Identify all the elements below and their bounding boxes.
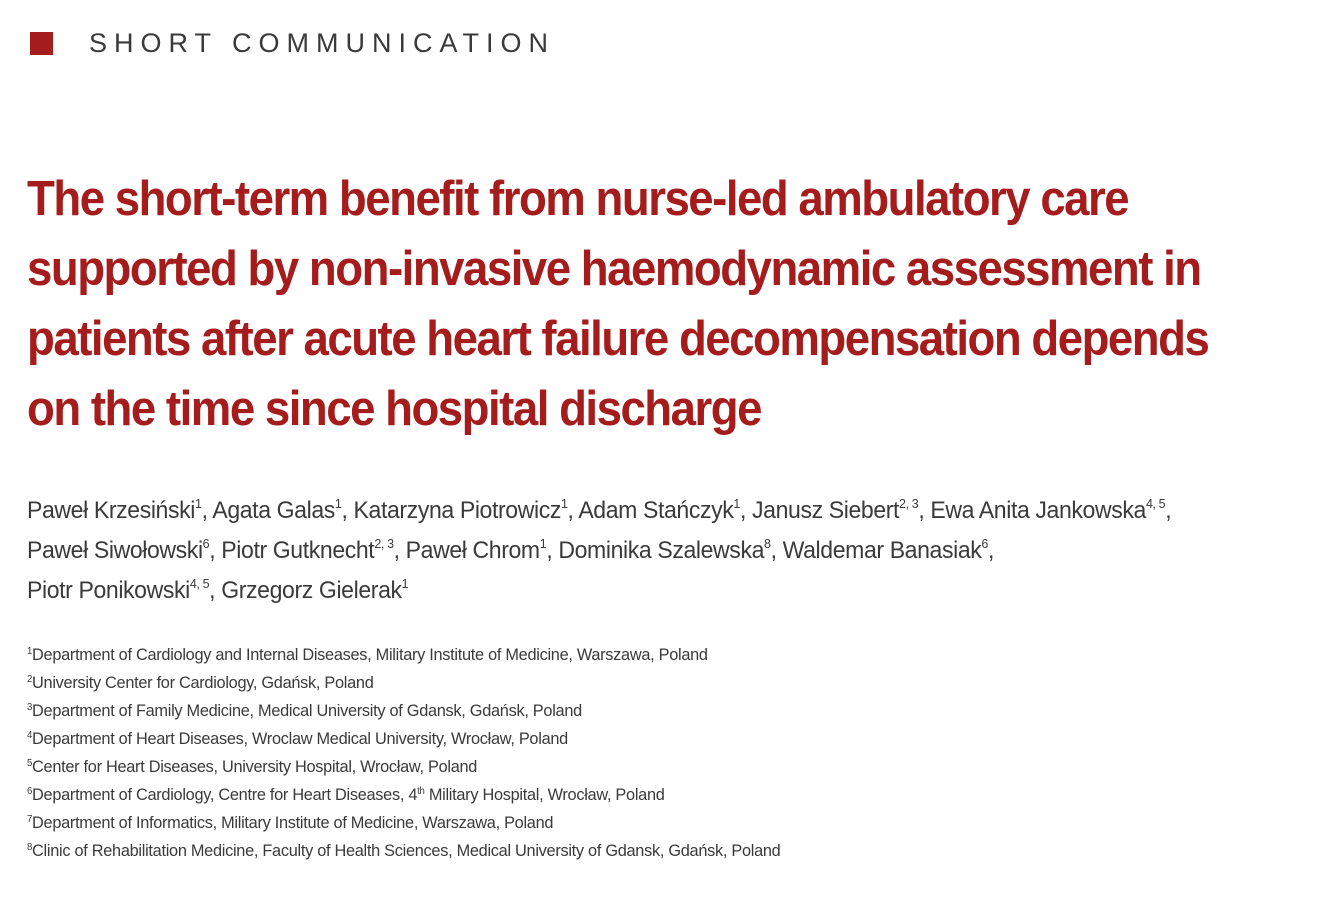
- affiliation-list: [27, 641, 1179, 865]
- author-affiliation-ref: 1: [401, 576, 409, 591]
- affiliation-text: Department of Cardiology, Centre for Heart Diseases, 4: [32, 785, 418, 804]
- author-line: [27, 537, 994, 564]
- affiliation-item: [27, 809, 1179, 837]
- author-separator: ,: [1165, 497, 1172, 524]
- affiliation-item: [27, 837, 1179, 865]
- author-separator: ,: [918, 497, 931, 524]
- affiliation-number: 4: [27, 730, 33, 741]
- author-affiliation-ref: 1: [334, 496, 342, 511]
- author: [221, 537, 405, 564]
- affiliation-text: Department of Informatics, Military Institute of Medicine, Warszawa, Poland: [32, 813, 554, 832]
- affiliation-number: 1: [27, 646, 33, 657]
- author-separator: ,: [770, 537, 783, 564]
- author: [221, 577, 408, 604]
- affiliation-text: University Center for Cardiology, Gdańsk, Poland: [32, 673, 374, 692]
- author: [406, 537, 559, 564]
- author: [930, 497, 1171, 524]
- author: [578, 497, 752, 524]
- author-name: Janusz Siebert: [752, 497, 900, 524]
- author-separator: ,: [209, 537, 222, 564]
- affiliation-text: Department of Heart Diseases, Wroclaw Medical University, Wrocław, Poland: [32, 729, 568, 748]
- author-name: Katarzyna Piotrowicz: [353, 497, 561, 524]
- author-name: Dominika Szalewska: [558, 537, 765, 564]
- author-affiliation-ref: 4, 5: [1145, 496, 1166, 511]
- author-name: Grzegorz Gielerak: [221, 577, 402, 604]
- author-line: [27, 497, 1171, 524]
- author-name: Piotr Ponikowski: [27, 577, 190, 604]
- author: [558, 537, 782, 564]
- affiliation-number: 2: [27, 674, 33, 685]
- author: [783, 537, 994, 564]
- affiliation-number: 6: [27, 786, 33, 797]
- author-separator: ,: [341, 497, 354, 524]
- affiliation-item: [27, 641, 1179, 669]
- section-marker-square: [30, 32, 53, 55]
- author-name: Waldemar Banasiak: [782, 537, 982, 564]
- author-name: Paweł Chrom: [405, 537, 540, 564]
- author-name: Paweł Siwołowski: [27, 537, 203, 564]
- author-affiliation-ref: 6: [981, 536, 988, 551]
- author-affiliation-ref: 1: [733, 496, 740, 511]
- author-name: Agata Galas: [212, 497, 335, 524]
- author-separator: ,: [201, 497, 213, 524]
- affiliation-item: [27, 781, 1179, 809]
- ordinal-suffix: th: [417, 786, 425, 797]
- author-affiliation-ref: 2, 3: [899, 496, 919, 511]
- author-affiliation-ref: 1: [195, 496, 202, 511]
- author-affiliation-ref: 6: [202, 536, 210, 551]
- author-separator: ,: [393, 537, 406, 564]
- author: [212, 497, 353, 524]
- author-separator: ,: [987, 537, 995, 564]
- affiliation-number: 8: [27, 842, 33, 853]
- author: [752, 497, 930, 524]
- section-label: SHORT COMMUNICATION: [89, 28, 556, 58]
- affiliation-text: Department of Cardiology and Internal Diseases, Military Institute of Medicine, Warszawa, Poland: [32, 645, 708, 664]
- author-affiliation-ref: 1: [539, 536, 547, 551]
- author-affiliation-ref: 8: [764, 536, 771, 551]
- author-name: Ewa Anita Jankowska: [930, 497, 1146, 524]
- affiliation-item: [27, 697, 1179, 725]
- author-separator: ,: [739, 497, 753, 524]
- affiliation-item: [27, 753, 1179, 781]
- affiliation-number: 7: [27, 814, 33, 825]
- author-name: Piotr Gutknecht: [221, 537, 375, 564]
- affiliation-text: Clinic of Rehabilitation Medicine, Faculty of Health Sciences, Medical University of Gdansk, Gdańsk, Poland: [32, 841, 781, 860]
- author-separator: ,: [209, 577, 222, 604]
- affiliation-number: 3: [27, 702, 33, 713]
- author-separator: ,: [567, 497, 579, 524]
- author-affiliation-ref: 4, 5: [189, 576, 210, 591]
- author: [27, 537, 221, 564]
- author-name: Paweł Krzesiński: [27, 497, 195, 524]
- author-line: [27, 577, 408, 604]
- author: [27, 497, 212, 524]
- affiliation-number: 5: [27, 758, 33, 769]
- author-affiliation-ref: 1: [560, 496, 568, 511]
- article-title: The short-term benefit from nurse-led ambulatory care supported by non-invasive haemodynamic assessment in patients after acute heart failure decompensation depends on the time since hospital discharge: [27, 172, 1209, 436]
- author-name: Adam Stańczyk: [578, 497, 734, 524]
- author-separator: ,: [546, 537, 559, 564]
- affiliation-item: [27, 669, 1179, 697]
- author-list: [27, 491, 1265, 611]
- author: [27, 577, 221, 604]
- affiliation-text-continued: Military Hospital, Wrocław, Poland: [424, 785, 665, 804]
- affiliation-text: Center for Heart Diseases, University Hospital, Wrocław, Poland: [32, 757, 478, 776]
- affiliation-item: [27, 725, 1179, 753]
- section-header: [30, 28, 555, 58]
- author-affiliation-ref: 2, 3: [374, 536, 394, 551]
- affiliation-text: Department of Family Medicine, Medical University of Gdansk, Gdańsk, Poland: [32, 701, 582, 720]
- author: [354, 497, 579, 524]
